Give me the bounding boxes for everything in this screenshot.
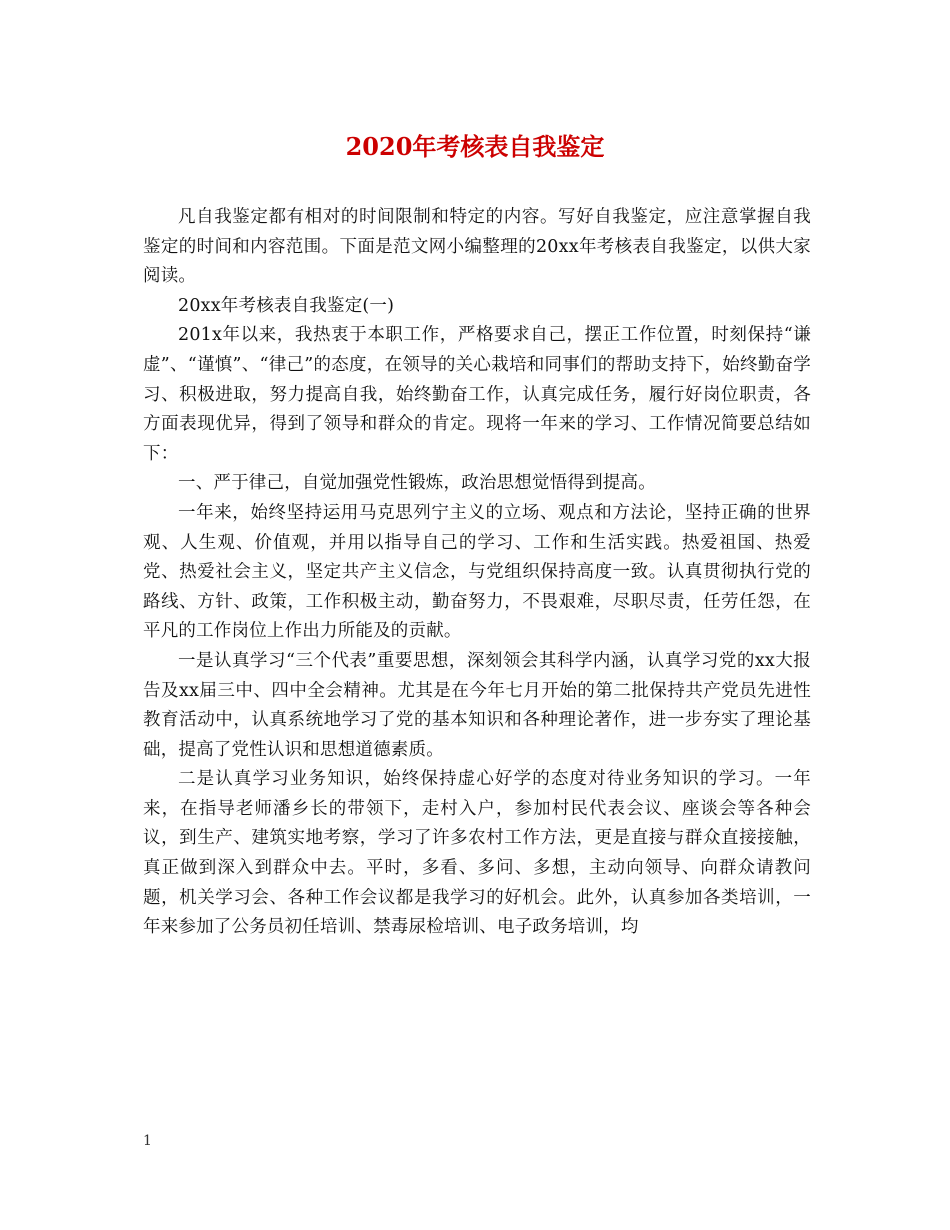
section-heading: 20xx年考核表自我鉴定(一) [178,295,395,316]
page-number: 1 [143,1133,152,1149]
paragraph: 一是认真学习“三个代表”重要思想，深刻领会其科学内涵，认真学习党的xx大报告及xx届三中、四中全会精神。尤其是在今年七月开始的第二批保持共产党员先进性教育活动中，认真系统地学习了党的基本知识和各种理论著作，进一步夯实了理论基础，提高了党性认识和思想道德素质。 [143,650,811,760]
subsection-heading: 一、严于律己，自觉加强党性锻炼，政治思想觉悟得到提高。 [178,473,656,494]
paragraph: 一年来，始终坚持运用马克思列宁主义的立场、观点和方法论，坚持正确的世界观、人生观、价值观，并用以指导自己的学习、工作和生活实践。热爱祖国、热爱党、热爱社会主义，坚定共产主义信念，与党组织保持高度一致。认真贯彻执行党的路线、方针、政策，工作积极主动，勤奋努力，不畏艰难，尽职尽责，任劳任怨，在平凡的工作岗位上作出力所能及的贡献。 [143,502,811,642]
document-body [143,203,811,943]
paragraph: 二是认真学习业务知识，始终保持虚心好学的态度对待业务知识的学习。一年来，在指导老师潘乡长的带领下，走村入户，参加村民代表会议、座谈会等各种会议，到生产、建筑实地考察，学习了许多农村工作方法，更是直接与群众直接接触，真正做到深入到群众中去。平时，多看、多问、多想，主动向领导、向群众请教问题，机关学习会、各种工作会议都是我学习的好机会。此外，认真参加各类培训，一年来参加了公务员初任培训、禁毒尿检培训、电子政务培训，均 [143,769,811,938]
paragraph: 201x年以来，我热衷于本职工作，严格要求自己，摆正工作位置，时刻保持“谦虚”、“谨慎”、“律己”的态度，在领导的关心栽培和同事们的帮助支持下，始终勤奋学习、积极进取，努力提高自我，始终勤奋工作，认真完成任务，履行好岗位职责，各方面表现优异，得到了领导和群众的肯定。现将一年来的学习、工作情况简要总结如下： [143,325,811,464]
page-title: 2020年考核表自我鉴定 [345,132,605,161]
paragraph-intro: 凡自我鉴定都有相对的时间限制和特定的内容。写好自我鉴定，应注意掌握自我鉴定的时间和内容范围。下面是范文网小编整理的20xx年考核表自我鉴定，以供大家阅读。 [143,207,811,287]
